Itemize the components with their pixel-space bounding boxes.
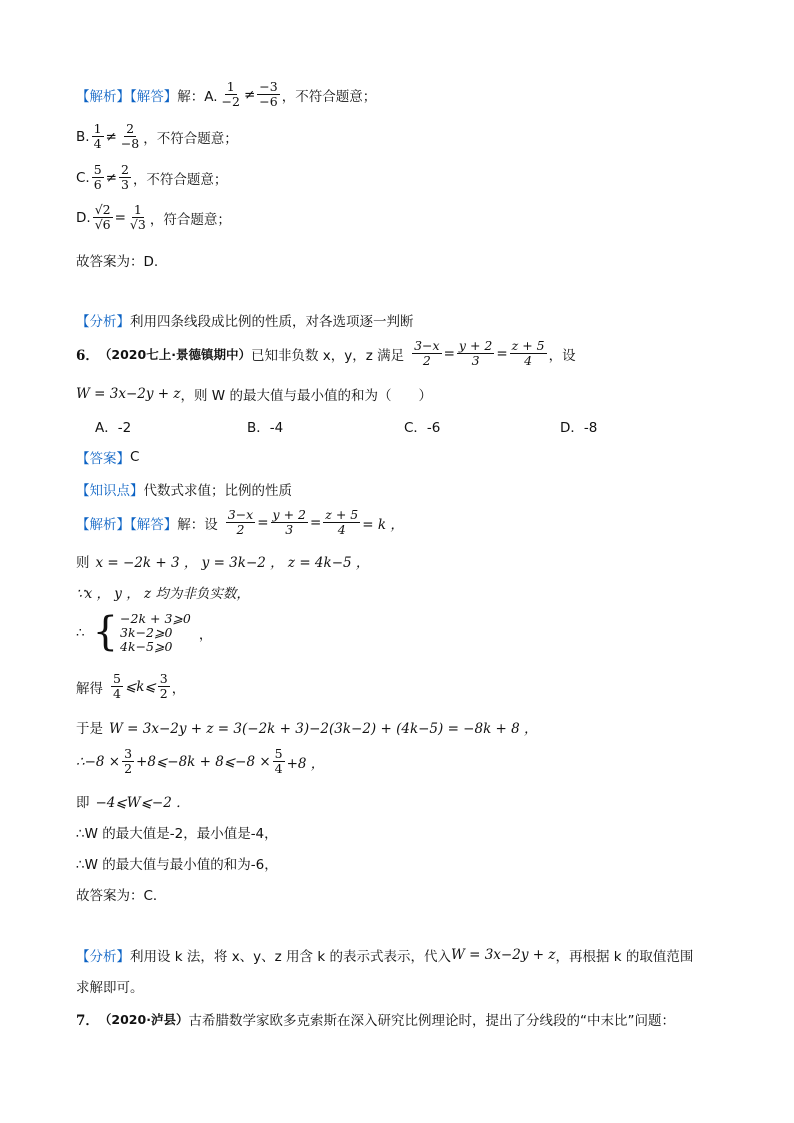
q6-since-line: ∵x ， y ， z 均为非负实数， — [76, 586, 250, 602]
fraction: $\frac{-3}{-6}$ — [259, 79, 278, 109]
sol5-line-b: B. $\frac{1}{4}$ ≠ $\frac{2}{-8}$ ，不符合题意； — [76, 121, 238, 151]
q6-then-line: 则 x = −2k + 3 ， y = 3k−2 ， z = 4k−5 ， — [76, 555, 370, 571]
solution-lead: 解：A. — [177, 88, 218, 105]
q6-stem-line2: W = 3x−2y + z ，则 W 的最大值与最小值的和为（ ） — [76, 386, 432, 404]
question-source: （2020七上·景德镇期中） — [98, 346, 251, 362]
sol5-analysis: 【分析】 利用四条线段成比例的性质，对各选项逐一判断 — [76, 310, 414, 330]
q6-knowledge-point: 【知识点】 代数式求值；比例的性质 — [76, 479, 292, 499]
question-number: 6． — [76, 347, 99, 364]
option-b: B．-4 — [247, 420, 284, 436]
sol5-answer: 故答案为：D. — [76, 254, 159, 270]
analysis-tag: 【分析】 — [76, 949, 130, 965]
fraction: $\frac{3}{2}$ — [159, 671, 168, 701]
q6-solution-lead: 【解析】【解答】 解：设 $\frac{3-x}{2}$ = $\frac{y + 2}{3}$ = $\frac{z + 5}{4}$ = k ， — [76, 507, 404, 537]
fraction: $\frac{3-x}{2}$ — [414, 338, 440, 368]
sol5-line-a: 【解析】【解答】 解：A. $\frac{1}{-2}$ ≠ $\frac{-3}{-6}$ ，不符合题意； — [76, 79, 377, 109]
fraction: $\frac{5}{4}$ — [274, 746, 283, 776]
fraction: $\frac{1}{4}$ — [93, 121, 102, 151]
question-number: 7． — [76, 1013, 99, 1029]
fraction: $\frac{z + 5}{4}$ — [325, 507, 359, 537]
q6-system-line: ∴ { −2k + 3⩾0 3k−2⩾0 4k−5⩾0 ， — [76, 609, 213, 655]
q6-solve-line: 解得 $\frac{5}{4}$ ⩽k⩽ $\frac{3}{2}$ ， — [76, 671, 186, 701]
sol5-line-c: C. $\frac{5}{6}$ ≠ $\frac{2}{3}$ ，不符合题意； — [76, 162, 228, 192]
answer-tag: 【答案】 — [76, 451, 130, 467]
solution-tag: 【解析】【解答】 — [76, 516, 178, 533]
knowledge-tag: 【知识点】 — [76, 483, 144, 499]
fraction: $\frac{2}{3}$ — [120, 162, 129, 192]
fraction: $\frac{z + 5}{4}$ — [511, 338, 545, 368]
option-c: C．-6 — [404, 420, 441, 436]
analysis-tag: 【分析】 — [76, 314, 130, 330]
fraction: $\frac{5}{6}$ — [93, 162, 102, 192]
q6-so-line: 于是 W = 3x−2y + z = 3(−2k + 3)−2(3k−2) + (4k−5) = −8k + 8 ， — [76, 721, 538, 737]
fraction: $\frac{1}{-2}$ — [221, 79, 240, 109]
q6-max-line: ∴W 的最大值是-2，最小值是-4， — [76, 826, 278, 842]
q6-final-answer: 故答案为：C． — [76, 888, 167, 904]
question-source: （2020·泸县） — [98, 1012, 189, 1027]
option-a: A．-2 — [95, 420, 132, 436]
q6-ie-line: 即 −4⩽W⩽−2 ． — [76, 795, 190, 811]
q6-sum-line: ∴W 的最大值与最小值的和为-6， — [76, 857, 278, 873]
q7-stem: 7． （2020·泸县） 古希腊数学家欧多克索斯在深入研究比例理论时，提出了分线段的“中末比”问题： — [76, 1009, 675, 1029]
fraction: $\frac{3}{2}$ — [124, 746, 133, 776]
q6-stem-line1: 6． （2020七上·景德镇期中） 已知非负数 x，y，z 满足 $\frac{3-x}{2}$ = $\frac{y + 2}{3}$ = $\frac{z + 5}{4}$ ，设 — [76, 338, 576, 368]
fraction: $\frac{y + 2}{3}$ — [272, 507, 306, 537]
q6-analysis-cont: 求解即可。 — [76, 980, 144, 996]
q6-analysis: 【分析】 利用设 k 法，将 x、y、z 用含 k 的表示式表示，代入 W = 3x−2y + z ，再根据 k 的取值范围 — [76, 947, 694, 965]
fraction: $\frac{3-x}{2}$ — [227, 507, 254, 537]
inequality-system: { −2k + 3⩾0 3k−2⩾0 4k−5⩾0 — [92, 609, 191, 655]
sol5-line-d: D. $\frac{√2}{√6}$ = $\frac{1}{√3}$ ，符合题意； — [76, 202, 231, 232]
fraction: $\frac{y + 2}{3}$ — [458, 338, 493, 368]
q6-ineq-line: ∴−8 × $\frac{3}{2}$ +8⩽−8k + 8⩽−8 × $\frac{5}{4}$ +8 ， — [76, 746, 325, 776]
option-d: D．-8 — [560, 420, 598, 436]
q6-answer: 【答案】 C — [76, 449, 140, 467]
solution-tag: 【解析】【解答】 — [76, 88, 178, 105]
fraction: $\frac{1}{√3}$ — [129, 202, 146, 232]
fraction: $\frac{5}{4}$ — [113, 671, 121, 701]
fraction: $\frac{√2}{√6}$ — [94, 202, 111, 232]
left-brace: { — [92, 609, 119, 655]
fraction: $\frac{2}{-8}$ — [120, 121, 140, 151]
